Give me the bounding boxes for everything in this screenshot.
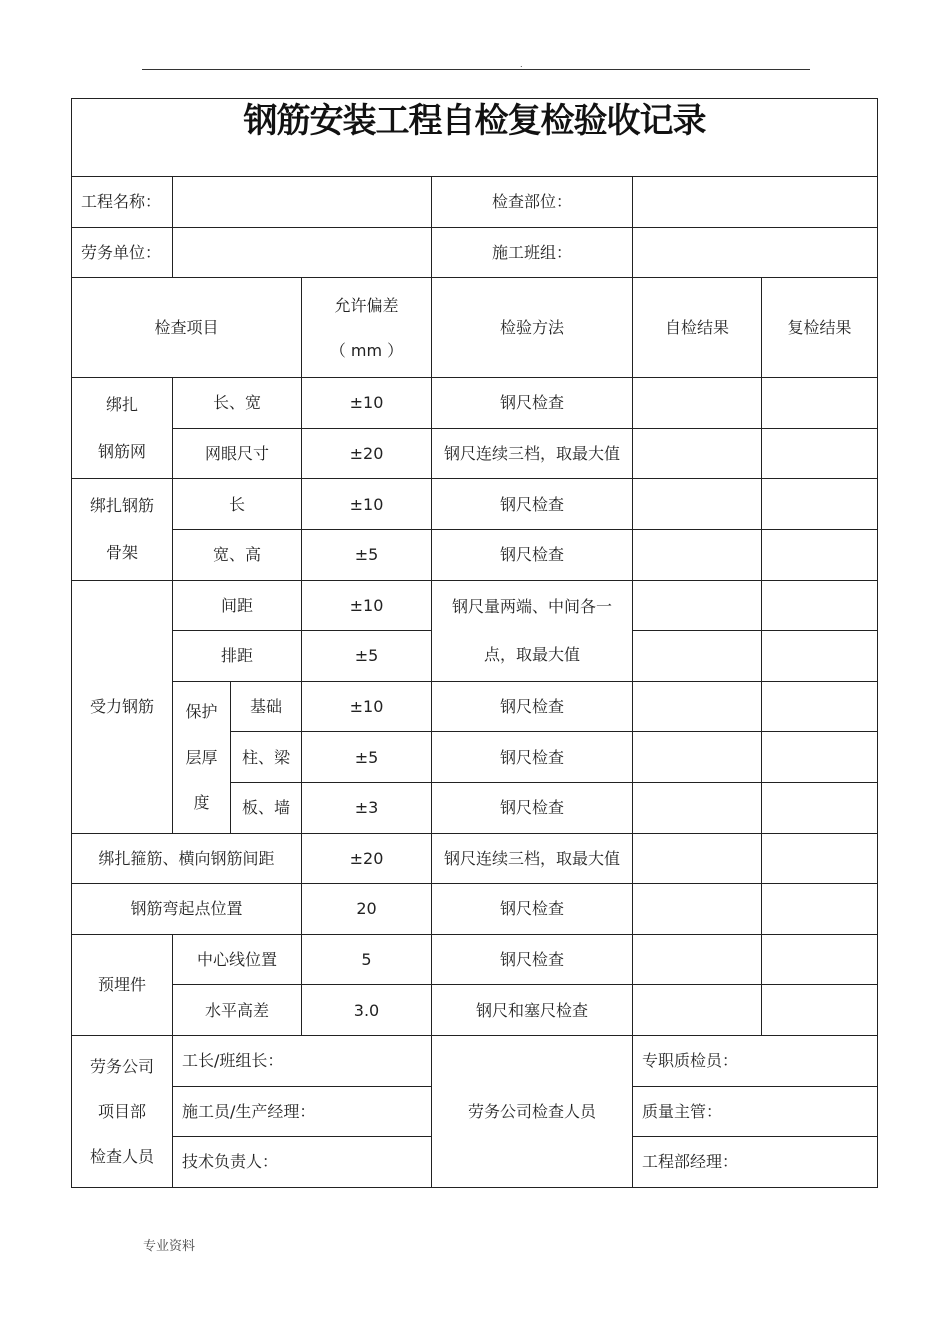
signoff-middle-label: 劳务公司检查人员	[432, 1035, 633, 1187]
group-mesh-line2: 钢筋网	[97, 442, 146, 462]
recheck-result-cell[interactable]	[762, 681, 878, 732]
check-location-label: 检查部位：	[432, 177, 633, 228]
group-frame-line2: 骨架	[105, 543, 138, 563]
tolerance-value: ±10	[302, 378, 432, 429]
tolerance-value: ±20	[302, 833, 432, 884]
method-line2: 点，取最大值	[483, 644, 580, 664]
self-result-cell[interactable]	[633, 833, 762, 884]
recheck-result-cell[interactable]	[762, 884, 878, 935]
signoff-left-line2: 项目部	[97, 1101, 146, 1121]
tolerance-value: ±5	[302, 529, 432, 580]
header-rule	[142, 69, 810, 70]
self-result-cell[interactable]	[633, 681, 762, 732]
tolerance-value: ±10	[302, 479, 432, 530]
self-result-cell[interactable]	[633, 479, 762, 530]
group-cover-line1: 保护	[185, 702, 218, 722]
project-name-label: 工程名称：	[72, 177, 173, 228]
recheck-result-cell[interactable]	[762, 782, 878, 833]
recheck-result-cell[interactable]	[762, 833, 878, 884]
group-frame-line1: 绑扎钢筋	[89, 496, 154, 516]
method-text	[432, 580, 633, 681]
col-header-method: 检验方法	[432, 278, 633, 378]
item-label: 间距	[173, 580, 302, 631]
group-mesh-line1: 绑扎	[105, 395, 138, 415]
recheck-result-cell[interactable]	[762, 529, 878, 580]
dept-manager-signature-field[interactable]: 工程部经理：	[633, 1137, 878, 1188]
self-result-cell[interactable]	[633, 782, 762, 833]
tolerance-value: ±5	[302, 631, 432, 682]
team-value[interactable]	[633, 227, 878, 278]
self-result-cell[interactable]	[633, 428, 762, 479]
recheck-result-cell[interactable]	[762, 934, 878, 985]
recheck-result-cell[interactable]	[762, 479, 878, 530]
method-text: 钢尺连续三档，取最大值	[432, 428, 633, 479]
tolerance-value: 3.0	[302, 985, 432, 1036]
recheck-result-cell[interactable]	[762, 378, 878, 429]
col-header-tolerance-line2: （ mm ）	[329, 340, 404, 360]
item-label: 柱、梁	[231, 732, 302, 783]
method-text: 钢尺检查	[432, 529, 633, 580]
method-text: 钢尺检查	[432, 884, 633, 935]
quality-supervisor-signature-field[interactable]: 质量主管：	[633, 1086, 878, 1137]
item-label: 绑扎箍筋、横向钢筋间距	[72, 833, 302, 884]
item-label: 中心线位置	[173, 934, 302, 985]
qc-inspector-signature-field[interactable]: 专职质检员：	[633, 1035, 878, 1086]
self-result-cell[interactable]	[633, 934, 762, 985]
recheck-result-cell[interactable]	[762, 428, 878, 479]
self-result-cell[interactable]	[633, 580, 762, 631]
method-text: 钢尺检查	[432, 782, 633, 833]
method-text: 钢尺和塞尺检查	[432, 985, 633, 1036]
item-label: 排距	[173, 631, 302, 682]
recheck-result-cell[interactable]	[762, 985, 878, 1036]
group-cover-line2: 层厚	[185, 747, 218, 767]
method-text: 钢尺连续三档，取最大值	[432, 833, 633, 884]
signoff-left-line3: 检查人员	[89, 1146, 154, 1166]
group-mesh	[72, 378, 173, 479]
tolerance-value: ±20	[302, 428, 432, 479]
self-result-cell[interactable]	[633, 884, 762, 935]
builder-signature-field[interactable]: 施工员/生产经理：	[173, 1086, 432, 1137]
footer-note: 专业资料	[143, 1239, 196, 1254]
group-cover	[173, 681, 231, 833]
group-cover-line3: 度	[193, 792, 210, 812]
method-text: 钢尺检查	[432, 934, 633, 985]
item-label: 长、宽	[173, 378, 302, 429]
self-result-cell[interactable]	[633, 529, 762, 580]
labor-unit-label: 劳务单位：	[72, 227, 173, 278]
foreman-signature-field[interactable]: 工长/班组长：	[173, 1035, 432, 1086]
signoff-left-line1: 劳务公司	[89, 1056, 154, 1076]
item-label: 基础	[231, 681, 302, 732]
team-label: 施工班组：	[432, 227, 633, 278]
signoff-left-label	[72, 1035, 173, 1187]
item-label: 宽、高	[173, 529, 302, 580]
col-header-tolerance	[302, 278, 432, 378]
group-embedded: 预埋件	[72, 934, 173, 1035]
tolerance-value: 5	[302, 934, 432, 985]
recheck-result-cell[interactable]	[762, 631, 878, 682]
self-result-cell[interactable]	[633, 985, 762, 1036]
tolerance-value: ±10	[302, 580, 432, 631]
recheck-result-cell[interactable]	[762, 580, 878, 631]
self-result-cell[interactable]	[633, 631, 762, 682]
self-result-cell[interactable]	[633, 378, 762, 429]
method-line1: 钢尺量两端、中间各一	[451, 597, 612, 617]
item-label: 板、墙	[231, 782, 302, 833]
item-label: 钢筋弯起点位置	[72, 884, 302, 935]
inspection-record-table	[71, 98, 878, 1188]
header-mark: .	[520, 60, 523, 69]
tolerance-value: ±5	[302, 732, 432, 783]
page-title: 钢筋安装工程自检复检验收记录	[243, 101, 706, 141]
self-result-cell[interactable]	[633, 732, 762, 783]
project-name-value[interactable]	[173, 177, 432, 228]
group-main-bar: 受力钢筋	[72, 580, 173, 833]
recheck-result-cell[interactable]	[762, 732, 878, 783]
col-header-recheck-result: 复检结果	[762, 278, 878, 378]
tolerance-value: ±10	[302, 681, 432, 732]
method-text: 钢尺检查	[432, 732, 633, 783]
tolerance-value: 20	[302, 884, 432, 935]
labor-unit-value[interactable]	[173, 227, 432, 278]
method-text: 钢尺检查	[432, 479, 633, 530]
col-header-self-result: 自检结果	[633, 278, 762, 378]
col-header-tolerance-line1: 允许偏差	[334, 295, 399, 315]
title-cell	[72, 99, 878, 177]
tolerance-value: ±3	[302, 782, 432, 833]
item-label: 长	[173, 479, 302, 530]
method-text: 钢尺检查	[432, 378, 633, 429]
tech-lead-signature-field[interactable]: 技术负责人：	[173, 1137, 432, 1188]
method-text: 钢尺检查	[432, 681, 633, 732]
col-header-item: 检查项目	[72, 278, 302, 378]
item-label: 水平高差	[173, 985, 302, 1036]
item-label: 网眼尺寸	[173, 428, 302, 479]
check-location-value[interactable]	[633, 177, 878, 228]
group-frame	[72, 479, 173, 580]
